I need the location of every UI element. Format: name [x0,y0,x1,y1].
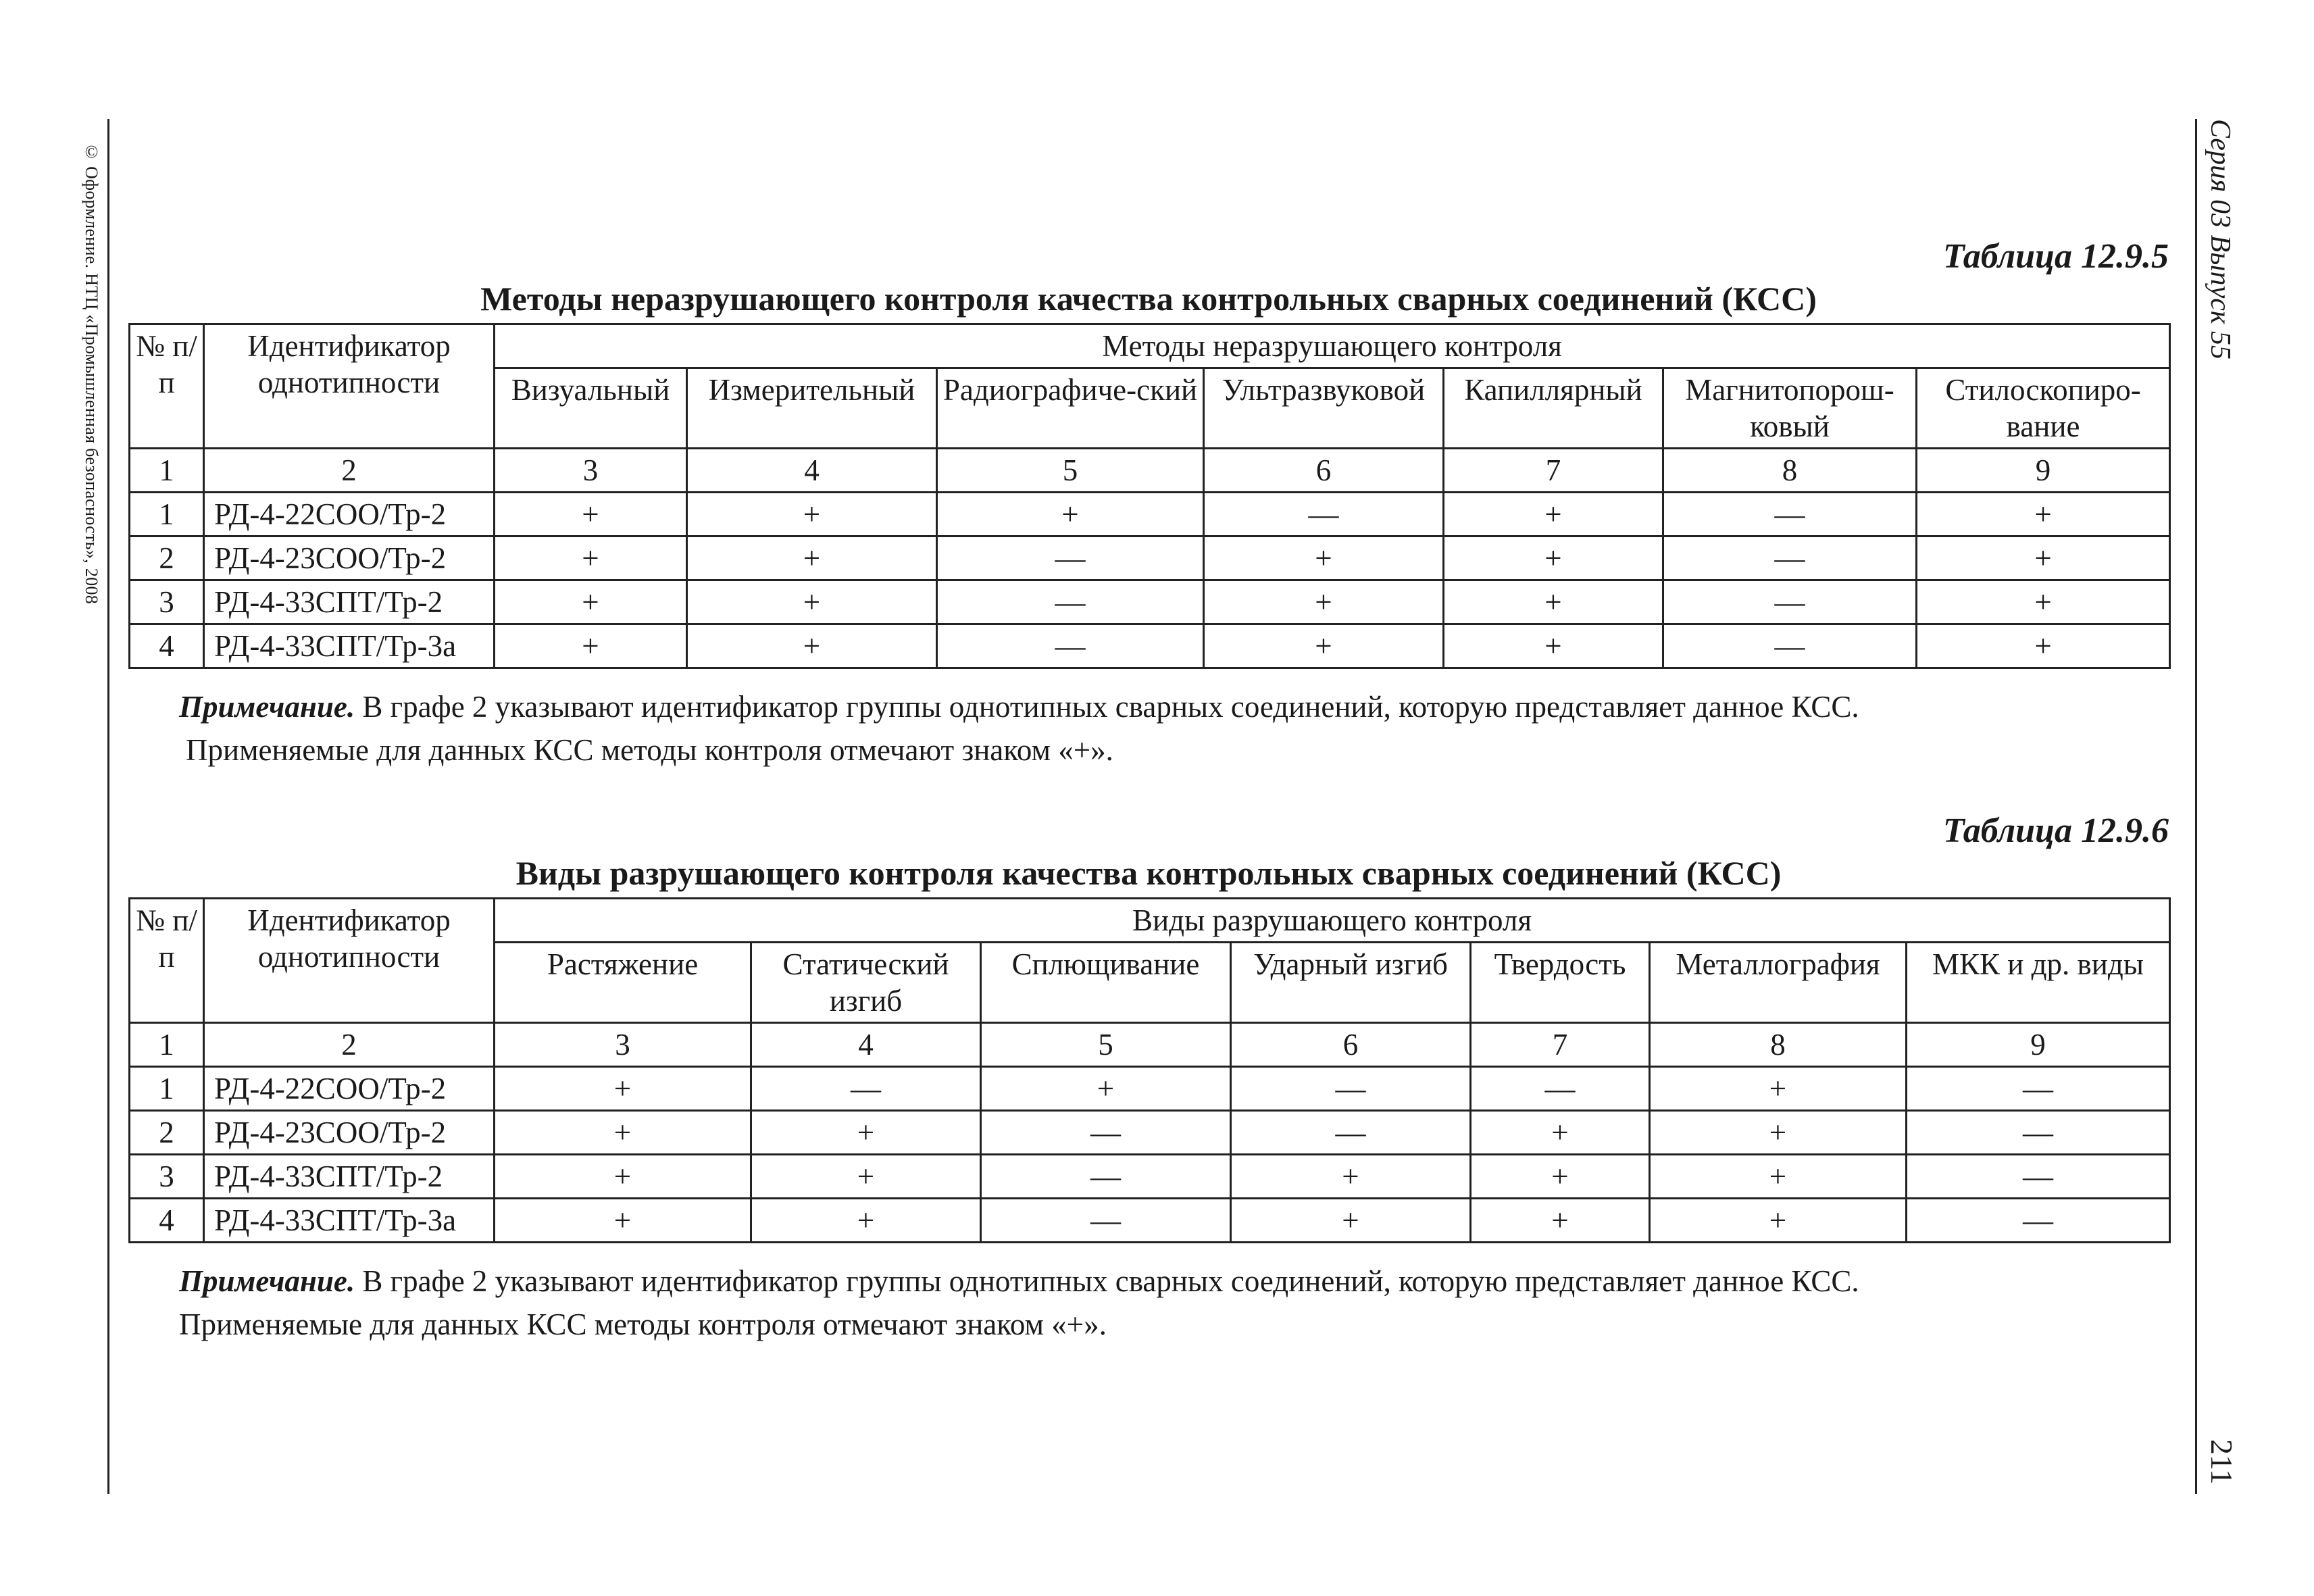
table1-col-header: Радиографиче-ский [937,368,1204,449]
table1-col-header: Стилоскопиро-вание [1917,368,2170,449]
table-cell: — [1231,1111,1471,1155]
table1-col-header: Измерительный [687,368,937,449]
table-cell: — [1231,1067,1471,1111]
table-cell: + [1204,624,1444,668]
note-text: В графе 2 указывают идентификатор группы однотипных сварных соединений, которую представляет данное КСС. [362,1264,1859,1298]
col-number: 9 [1907,1023,2170,1067]
col-number: 2 [204,449,495,493]
table-cell: РД-4-33СПТ/Тр-3а [204,1199,495,1243]
table-row [130,493,2170,537]
col-number: 1 [130,1023,204,1067]
table2-col-id-header: Идентификатор однотипности [204,899,495,1023]
note-line [179,1260,2138,1303]
table-cell: + [751,1111,981,1155]
table1-header-row [130,324,2170,368]
table1-col-header: Ультразвуковой [1204,368,1444,449]
table-cell: — [937,537,1204,580]
table-cell: + [495,580,687,624]
table-cell: 1 [130,493,204,537]
table-cell: РД-4-33СПТ/Тр-2 [204,580,495,624]
note-line: Применяемые для данных КСС методы контроля отмечают знаком «+». [186,733,1113,767]
note-label: Примечание. [179,1264,355,1298]
table-cell: — [1471,1067,1650,1111]
table-cell: + [495,1155,751,1199]
table1-col-header: Визуальный [495,368,687,449]
table2-body [130,899,2170,1243]
right-margin-rule [2195,119,2197,1494]
left-margin-rule [107,119,109,1494]
table-cell: 4 [130,1199,204,1243]
table2-col-header: Статический изгиб [751,943,981,1023]
page-number: 211 [2205,1439,2239,1485]
table2-title: Виды разрушающего контроля качества контрольных сварных соединений (КСС) [515,854,1782,892]
table-row [130,624,2170,668]
col-number: 6 [1204,449,1444,493]
table2-col-header: Растяжение [495,943,751,1023]
table-cell: РД-4-22СОО/Тр-2 [204,493,495,537]
table-cell: + [1231,1199,1471,1243]
note-line [179,685,2138,728]
table-cell: 4 [130,624,204,668]
table1-col-header: Магнитопорош-ковый [1663,368,1917,449]
table-cell: + [981,1067,1231,1111]
table-row [130,1199,2170,1243]
table-cell: + [1231,1155,1471,1199]
copyright-text: © Оформление. НТЦ «Промышленная безопасность», 2008 [82,142,101,605]
table2-col-header: Твердость [1471,943,1650,1023]
table-cell: + [495,493,687,537]
table2-col-header: Металлография [1650,943,1907,1023]
table-cell: + [751,1155,981,1199]
table-cell: + [687,580,937,624]
table-cell: + [1444,580,1663,624]
table-cell: + [687,537,937,580]
table1-body [130,324,2170,668]
table-cell: + [937,493,1204,537]
table-cell: + [495,537,687,580]
table-cell: — [981,1155,1231,1199]
table-cell: — [981,1111,1231,1155]
table2-col-num-header: № п/п [130,899,204,1023]
table-cell: — [1907,1067,2170,1111]
col-number: 5 [937,449,1204,493]
table-cell: РД-4-23СОО/Тр-2 [204,537,495,580]
table-cell: + [1917,624,2170,668]
col-number: 5 [981,1023,1231,1067]
table-cell: РД-4-23СОО/Тр-2 [204,1111,495,1155]
table-cell: — [1663,493,1917,537]
col-number: 1 [130,449,204,493]
table-cell: 1 [130,1067,204,1111]
table-cell: — [1907,1111,2170,1155]
note-label: Примечание. [179,690,355,724]
col-number: 7 [1444,449,1663,493]
col-number: 6 [1231,1023,1471,1067]
table-cell: + [1917,493,2170,537]
note-line: Применяемые для данных КСС методы контроля отмечают знаком «+». [179,1307,1107,1341]
table-row [130,1155,2170,1199]
table-cell: + [1444,537,1663,580]
table-cell: + [1650,1155,1907,1199]
table-cell: + [1917,580,2170,624]
table1-col-id-header: Идентификатор однотипности [204,324,495,449]
table2-group-header: Виды разрушающего контроля [495,899,2170,943]
table-cell: + [1650,1199,1907,1243]
table-cell: + [1917,537,2170,580]
table1 [128,323,2171,669]
table-cell: + [1204,537,1444,580]
col-number: 8 [1663,449,1917,493]
table2-label: Таблица 12.9.6 [1942,812,2169,850]
table-cell: + [1471,1199,1650,1243]
table-cell: 2 [130,537,204,580]
table-cell: — [981,1199,1231,1243]
table-cell: — [1663,537,1917,580]
table-cell: + [1204,580,1444,624]
col-number: 2 [204,1023,495,1067]
table2-header-row [130,899,2170,943]
table-cell: + [687,624,937,668]
table-cell: РД-4-22СОО/Тр-2 [204,1067,495,1111]
table-cell: — [1204,493,1444,537]
table-cell: + [495,624,687,668]
table2-number-row [130,1023,2170,1067]
col-number: 7 [1471,1023,1650,1067]
table1-group-header: Методы неразрушающего контроля [495,324,2170,368]
table-cell: + [1650,1067,1907,1111]
table-cell: 3 [130,580,204,624]
note-text: В графе 2 указывают идентификатор группы однотипных сварных соединений, которую представляет данное КСС. [362,690,1859,724]
table1-title: Методы неразрушающего контроля качества контрольных сварных соединений (КСС) [480,280,1817,318]
table1-label: Таблица 12.9.5 [1942,237,2169,276]
col-number: 4 [751,1023,981,1067]
table-cell: — [1907,1155,2170,1199]
col-number: 4 [687,449,937,493]
table-row [130,537,2170,580]
table-cell: + [495,1111,751,1155]
table-cell: + [1650,1111,1907,1155]
col-number: 8 [1650,1023,1907,1067]
table-row [130,1111,2170,1155]
table2-col-header: Ударный изгиб [1231,943,1471,1023]
table-cell: + [495,1067,751,1111]
table1-col-num-header: № п/п [130,324,204,449]
table1-col-header: Капиллярный [1444,368,1663,449]
table2-col-header: МКК и др. виды [1907,943,2170,1023]
table-cell: РД-4-33СПТ/Тр-3а [204,624,495,668]
table-cell: 3 [130,1155,204,1199]
table-cell: 2 [130,1111,204,1155]
table-cell: — [1663,624,1917,668]
table-cell: + [1444,493,1663,537]
table-cell: — [937,580,1204,624]
table-cell: + [1444,624,1663,668]
series-header: Серия 03 Выпуск 55 [2205,119,2236,359]
table-row [130,1067,2170,1111]
table2 [128,897,2171,1243]
table-cell: — [937,624,1204,668]
table2-note [179,1260,2138,1346]
table-cell: + [687,493,937,537]
table-cell: + [1471,1155,1650,1199]
table-cell: + [495,1199,751,1243]
table-cell: — [751,1067,981,1111]
table-row [130,580,2170,624]
table1-number-row [130,449,2170,493]
col-number: 3 [495,449,687,493]
col-number: 3 [495,1023,751,1067]
table-cell: — [1663,580,1917,624]
table2-col-header: Сплющивание [981,943,1231,1023]
table-cell: + [751,1199,981,1243]
table-cell: + [1471,1111,1650,1155]
table1-note [179,685,2138,772]
col-number: 9 [1917,449,2170,493]
table-cell: — [1907,1199,2170,1243]
table-cell: РД-4-33СПТ/Тр-2 [204,1155,495,1199]
